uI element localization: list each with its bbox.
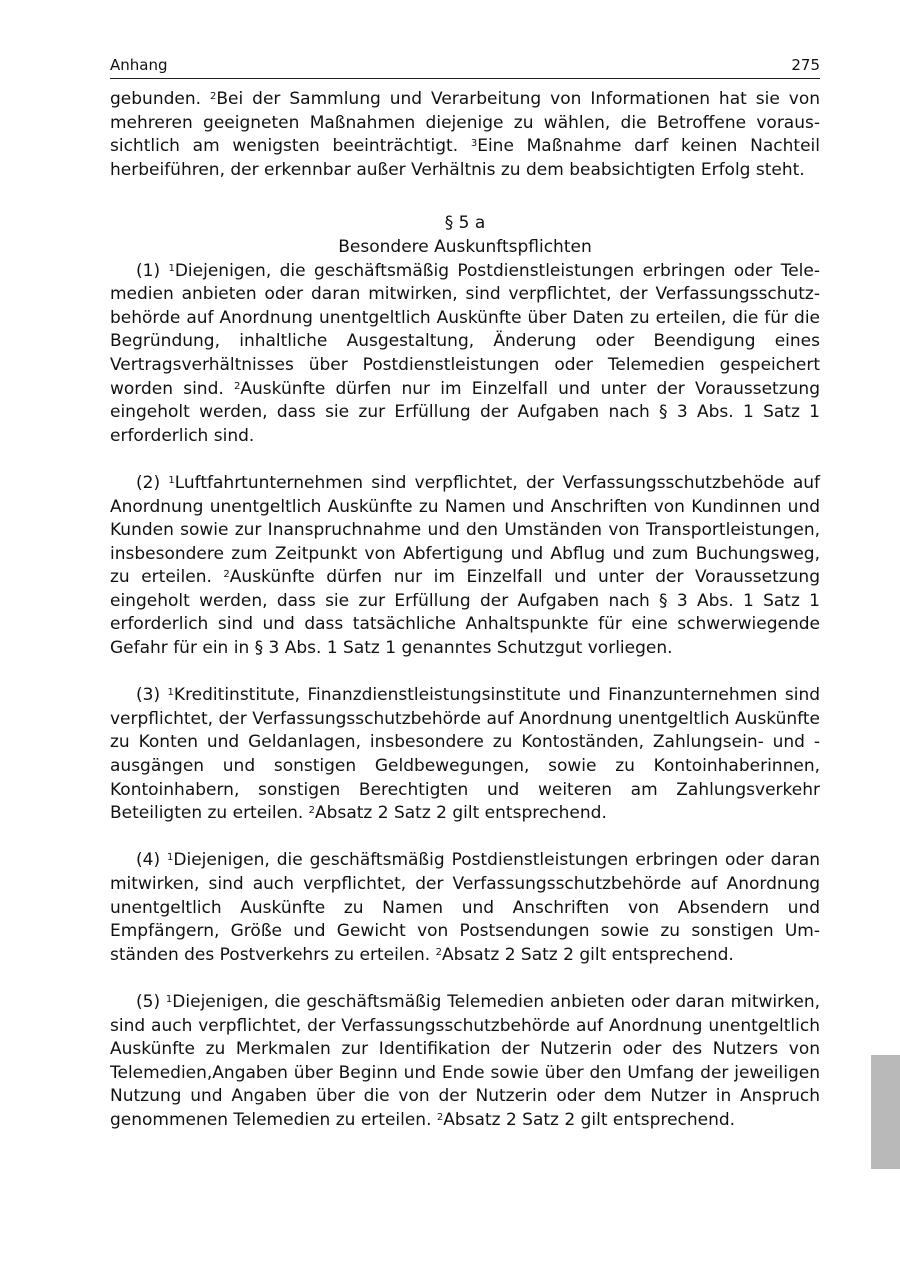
sentence-number: 2 [209, 91, 217, 102]
paragraph-label: (2) [136, 472, 169, 493]
page-body [110, 88, 820, 1133]
sentence-text: gebunden. [110, 89, 210, 109]
page-number: 275 [791, 56, 820, 74]
sentence-number: 1 [167, 852, 174, 864]
sentence-number: 2 [435, 946, 442, 958]
sentence-number: 1 [168, 262, 175, 274]
sentence-number: 1 [165, 993, 173, 1005]
sentence-text: Absatz 2 Satz 2 gilt entsprechend. [315, 803, 607, 824]
sentence-number: 2 [436, 1111, 444, 1123]
sentence-number: 2 [223, 569, 230, 581]
sentence-text: Eine Maßnahme darf keinen Nachteil herbeiführen, der erkennbar außer Verhältnis zu dem beabsichtigten Erfolg steht. [110, 136, 820, 180]
intro-paragraph [110, 88, 820, 182]
sentence-number: 2 [233, 380, 241, 392]
paragraph-5 [110, 991, 820, 1133]
section-number: § 5 a [444, 213, 486, 234]
paragraph-2 [110, 472, 820, 661]
sentence-text: Absatz 2 Satz 2 gilt entsprechend. [442, 944, 734, 965]
paragraph-label: (5) [136, 991, 166, 1012]
sentence-number: 3 [470, 138, 478, 150]
sentence-text: Auskünfte dürfen nur im Einzelfall und unter der Voraussetzung eingeholt werden, dass sie zur Erfüllung der Aufgaben nach § 3 Abs. 1 Satz 1 erforderlich sind und dass tatsächliche Anhaltspunkte für eine schwerwiegende Gefahr für ein in § 3 Abs. 1 Satz 1 genanntes Schutzgut vorliegen. [110, 567, 820, 659]
running-header [110, 52, 820, 79]
sentence-number: 1 [167, 687, 174, 699]
section-title: Besondere Auskunftspflichten [338, 236, 592, 257]
paragraph-1 [110, 260, 820, 449]
paragraph-3 [110, 684, 820, 826]
header-section-title: Anhang [110, 56, 168, 74]
sentence-number: 2 [308, 805, 316, 817]
paragraph-label: (3) [136, 685, 168, 706]
sentence-text: Kreditinstitute, Finanzdienstleistungsinstitute und Finanzunternehmen sind verpflichtet, der Verfassungsschutzbehörde auf Anordnung unentgeltlich Auskünfte zu Konten und Geldanlagen, insbesondere zu Kontoständen, Zahlungsein- und -ausgängen und sonstigen Geldbewegungen, sowie zu Kontoinhaberinnen, Kontoinhabern, sonstigen Berechtigten und weiteren am Zahlungsverkehr Beteiligten zu erteilen. [110, 685, 821, 824]
sentence-number: 1 [168, 474, 175, 486]
thumb-index-tab [871, 1055, 900, 1169]
sentence-text: Diejenigen, die geschäftsmäßig Telemedien anbieten oder daran mitwirken, sind auch verpflichtet, der Verfassungsschutzbehörde auf Anordnung unentgeltlich Auskünfte zu Merkmalen zur Identifikation der Nutzerin oder des Nutzers von Telemedien,Angaben über Beginn und Ende sowie über den Umfang der jeweiligen Nutzung und Angaben über die von der Nutzerin oder dem Nutzer in Anspruch genommenen Telemedien zu erteilen. [110, 991, 821, 1130]
sentence-text: Bei der Sammlung und Verarbeitung von Informationen hat sie von mehreren geeigneten Maßnahmen diejenige zu wählen, die Betroffene voraussichtlich am wenigsten beeinträchtigt. [110, 89, 820, 157]
sentence-text: Diejenigen, die geschäftsmäßig Postdienstleistungen erbringen oder daran mitwirken, sind auch verpflichtet, der Verfassungsschutzbehörde auf Anordnung unentgeltlich Auskünfte zu Namen und Anschriften von Absendern und Empfängern, Größe und Gewicht von Postsendungen sowie zu sonstigen Umständen des Postverkehrs zu erteilen. [110, 850, 821, 965]
sentence-text: Absatz 2 Satz 2 gilt entsprechend. [443, 1109, 736, 1130]
paragraph-label: (1) [136, 260, 169, 281]
sentence-text: Diejenigen, die geschäftsmäßig Postdienstleistungen erbringen oder Telemedien anbieten oder daran mitwirken, sind verpflichtet, der Verfassungsschutzbehörde auf Anordnung unentgeltlich Auskünfte über Daten zu erteilen, die für die Begründung, inhaltliche Ausgestaltung, Änderung oder Beendigung eines Vertragsverhältnisses über Postdienstleistungen oder Telemedien gespeichert worden sind. [110, 260, 821, 399]
sentence-text: Luftfahrtunternehmen sind verpflichtet, der Verfassungsschutzbehöde auf Anordnung unentgeltlich Auskünfte zu Namen und Anschriften von Kundinnen und Kunden sowie zur Inanspruchnahme und den Umständen von Transportleistungen, insbesondere zum Zeitpunkt von Abfertigung und Abflug und zum Buchungsweg, zu erteilen. [110, 472, 820, 588]
paragraph-label: (4) [136, 850, 168, 871]
paragraph-4 [110, 849, 820, 967]
sentence-text: Auskünfte dürfen nur im Einzelfall und unter der Voraussetzung eingeholt werden, dass sie zur Erfüllung der Aufgaben nach § 3 Abs. 1 Satz 1 erforderlich sind. [110, 378, 820, 446]
